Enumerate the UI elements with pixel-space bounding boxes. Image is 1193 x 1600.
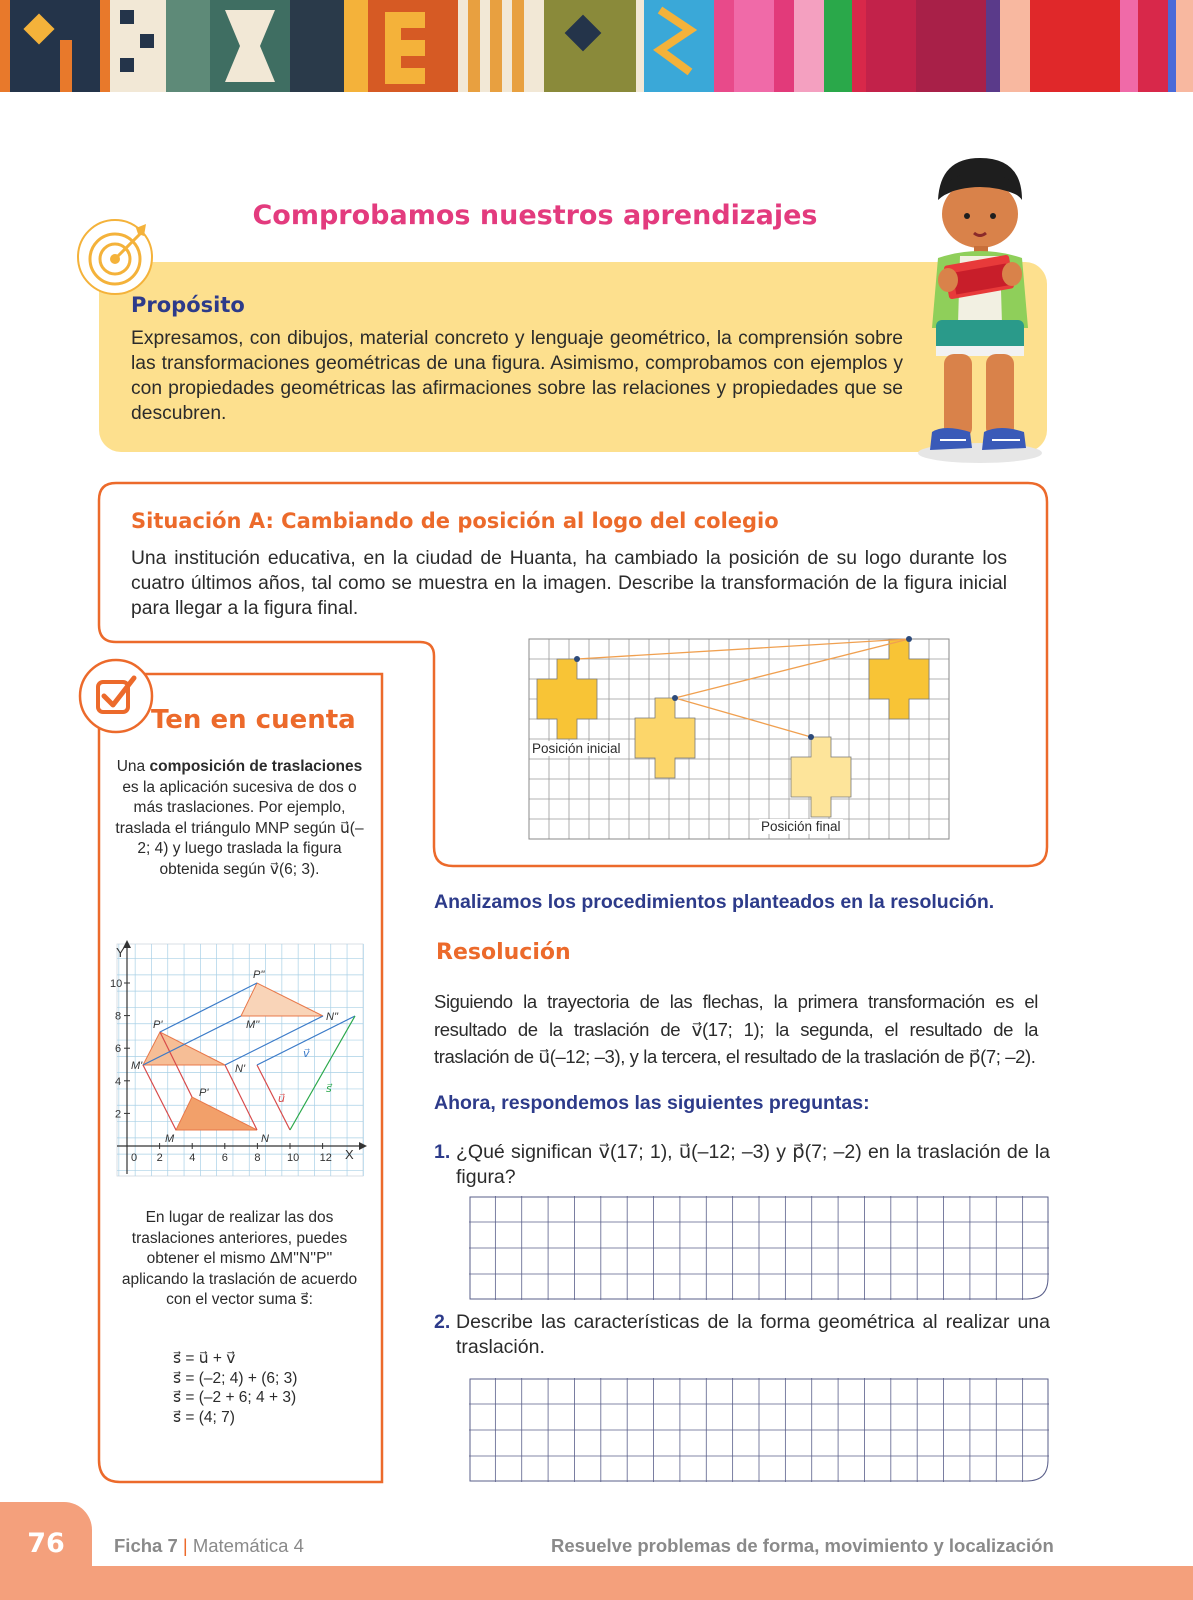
tip-title: Ten en cuenta [151,705,356,735]
y-tick-label: 8 [115,1010,122,1023]
cross-shape-second [635,698,695,778]
question-text: ¿Qué significan v⃗(17; 1), u⃗(–12; –3) y p⃗(7; –2) en la traslación de la figura? [456,1141,1050,1188]
x-tick-label: 10 [287,1152,300,1164]
situation-text: Una institución educativa, en la ciudad de Huanta, ha cambiado la posición de su logo durante los cuatro últimos años, tal como se muestra en la imagen. Describe la transformación de la figura inicial para llegar a la figura final. [131,548,1007,619]
resolution-title: Resolución [436,940,571,965]
point-label-N1: N' [235,1063,246,1075]
x-tick-label: 2 [156,1152,163,1164]
formula-line: s⃗ = (4; 7) [173,1408,235,1426]
final-position-label: Posición final [761,819,841,834]
translation-coordinate-graph [110,940,370,1180]
vector-label-u: u⃗ [278,1093,285,1105]
footer-competency: Resuelve problemas de forma, movimiento y localización [551,1535,1054,1556]
question-2 [434,1310,1050,1360]
point-label-M1: M' [131,1060,143,1072]
question-1 [434,1140,1050,1190]
page-number: 76 [27,1528,65,1559]
y-axis-label: Y [116,945,125,960]
question-text: Describe las características de la forma geométrica al realizar una traslación. [456,1311,1050,1358]
vector-label-s: s⃗ [326,1083,332,1095]
formula-line: s⃗ = (–2; 4) + (6; 3) [173,1369,298,1387]
questions-intro: Ahora, respondemos las siguientes preguntas: [434,1092,870,1114]
y-tick-label: 4 [115,1075,122,1088]
tip-paragraph-1: Una composición de traslaciones es la aplicación sucesiva de dos o más traslaciones. Por ejemplo, traslada el triángulo MNP según u⃗(–2; 4) y luego traslada la figura obtenida según v⃗(6; 3). [115,758,364,878]
point-label-M2: M'' [246,1019,260,1031]
translation-arrows [577,639,909,737]
point-label-P2: P'' [253,969,265,981]
footer-bar [0,1566,1193,1600]
purpose-text: Expresamos, con dibujos, material concreto y lenguaje geométrico, la comprensión sobre las transformaciones geométricas de una figura. Asimismo, comprobamos con ejemplos y con propiedades geométricas las afirmaciones sobre las relaciones y propiedades que se descubren. [131,328,903,424]
answer-grid-1[interactable] [469,1196,1049,1300]
student-illustration [910,148,1050,468]
tip-paragraph-2: En lugar de realizar las dos traslaciones anteriores, puedes obtener el mismo ΔM''N''P'' aplicando la traslación de acuerdo con el vector suma s⃗: [121,1209,358,1309]
footer-ficha: Ficha 7 | Matemática 4 [114,1535,304,1556]
question-number: 2. [434,1311,451,1333]
purpose-title: Propósito [131,293,245,317]
formula-line: s⃗ = (–2 + 6; 4 + 3) [173,1389,297,1406]
question-number: 1. [434,1141,451,1163]
x-tick-label: 6 [221,1152,228,1164]
cross-shape-final [869,639,929,719]
point-label-N: N [261,1133,269,1145]
vector-sum-formulas [173,1349,297,1427]
target-icon [76,218,154,296]
point-label-P1-low: P' [199,1087,209,1099]
logo-positions-grid [519,639,949,839]
cross-shape-initial [537,659,597,739]
cross-shape-third [791,737,851,817]
point-label-P: P' [153,1019,163,1031]
x-tick-label: 8 [254,1152,261,1164]
y-tick-label: 10 [110,978,123,990]
x-tick-label: 0 [131,1152,138,1164]
analyze-heading: Analizamos los procedimientos planteados en la resolución. [434,891,995,913]
situation-title: Situación A: Cambiando de posición al logo del colegio [131,509,779,533]
x-tick-label: 12 [319,1152,332,1164]
x-tick-label: 4 [189,1152,196,1164]
point-label-M: M [165,1133,175,1145]
answer-grid-2[interactable] [469,1378,1049,1482]
formula-line: s⃗ = u⃗ + v⃗ [173,1350,236,1367]
resolution-text: Siguiendo la trayectoria de las flechas, la primera transformación es el resultado de la traslación de v⃗(17; 1); la segunda, el resultado de la traslación de u⃗(–12; –3), y la tercera, el resultado de la traslación de p⃗(7; –2). [434,991,1038,1067]
x-axis-label: X [345,1147,354,1162]
y-tick-label: 2 [115,1108,122,1121]
vector-label-v: v⃗ [303,1048,310,1060]
y-tick-label: 6 [115,1043,122,1056]
point-label-N2: N'' [326,1011,339,1023]
decorative-textile-banner [0,0,1193,92]
initial-position-label: Posición inicial [532,741,621,756]
checkbox-icon [78,658,154,734]
page-title: Comprobamos nuestros aprendizajes [252,200,818,231]
